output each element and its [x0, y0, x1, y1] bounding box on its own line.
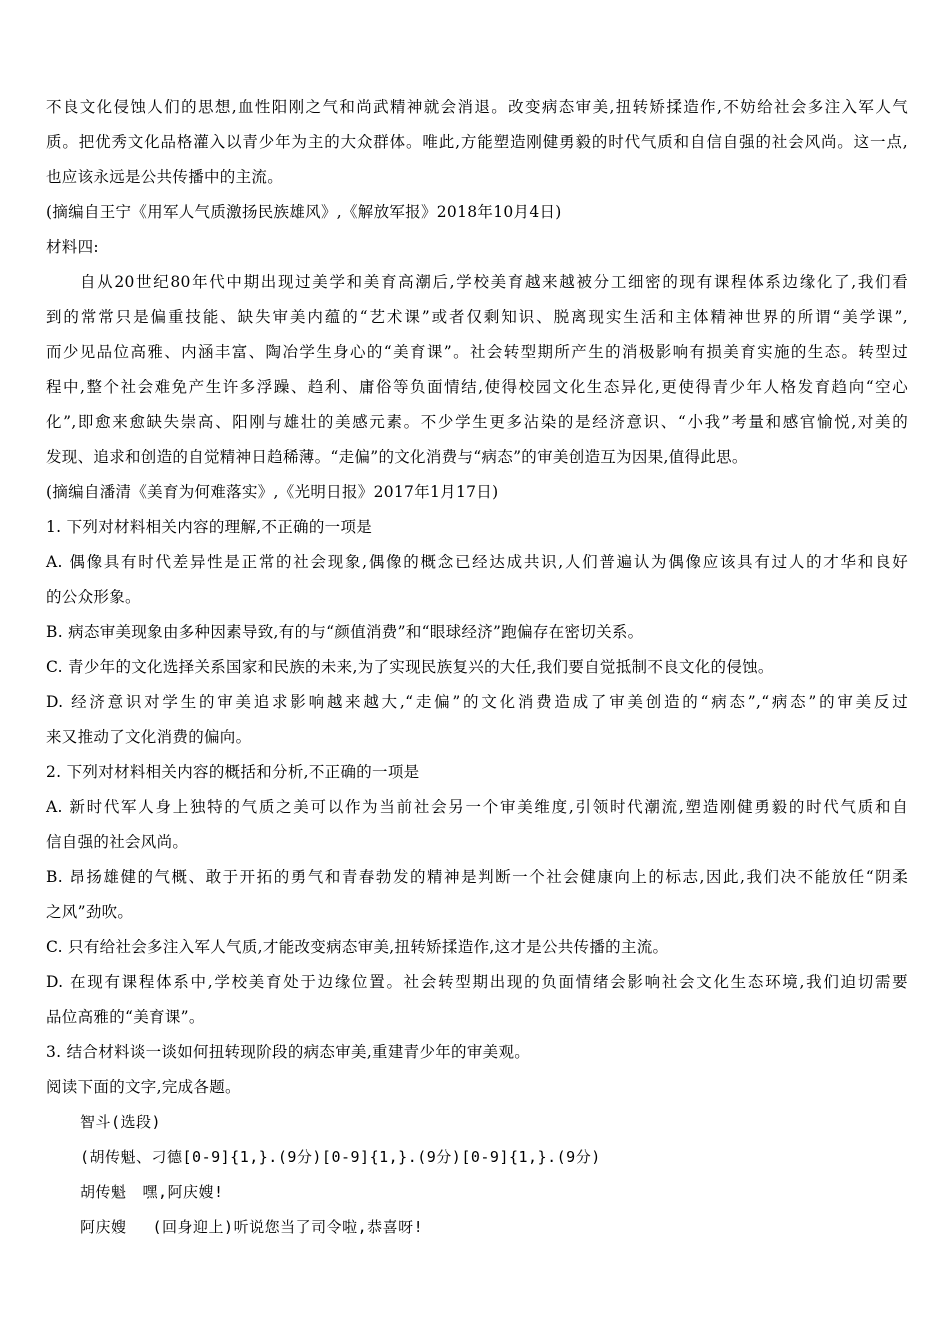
dialogue-text: 嘿,阿庆嫂!	[142, 1183, 224, 1201]
option-d-cont: 来又推动了文化消费的偏向。	[46, 728, 252, 746]
option-a-cont: 的公众形象。	[46, 588, 141, 606]
paragraph-line: 自从20世纪80年代中期出现过美学和美育高潮后,学校美育越来越被分工细密的现有课程体系边缘化了,我们看	[80, 273, 908, 291]
question-stem: 2. 下列对材料相关内容的概括和分析,不正确的一项是	[46, 763, 420, 781]
option-a: A. 偶像具有时代差异性是正常的社会现象,偶像的概念已经达成共识,人们普遍认为偶像应该具有过人的才华和良好	[46, 553, 908, 571]
paragraph-line: 程中,整个社会难免产生许多浮躁、趋利、庸俗等负面情结,使得校园文化生态异化,更使得青少年人格发育趋向“空心	[46, 378, 908, 396]
speaker-name: 胡传魁	[80, 1183, 127, 1201]
option-c: C. 青少年的文化选择关系国家和民族的未来,为了实现民族复兴的大任,我们要自觉抵制不良文化的侵蚀。	[46, 658, 774, 676]
stage-direction: (胡传魁、刁德[0-9]{1,}.(9分)[0-9]{1,}.(9分)[0-9]{1,}.(9分)	[80, 1148, 601, 1166]
option-b: B. 病态审美现象由多种因素导致,有的与“颜值消费”和“眼球经济”跑偏存在密切关系。	[46, 623, 644, 641]
dialogue-text: (回身迎上)听说您当了司令啦,恭喜呀!	[152, 1218, 424, 1236]
option-a-cont: 信自强的社会风尚。	[46, 833, 189, 851]
paragraph-line: 化”,即愈来愈缺失崇高、阳刚与雄壮的美感元素。不少学生更多沾染的是经济意识、“小我”考量和感官愉悦,对美的	[46, 413, 908, 431]
drama-title: 智斗(选段)	[80, 1113, 162, 1131]
option-d: D. 经济意识对学生的审美追求影响越来越大,“走偏”的文化消费造成了审美创造的“病态”,“病态”的审美反过	[46, 693, 908, 711]
option-a: A. 新时代军人身上独特的气质之美可以作为当前社会另一个审美维度,引领时代潮流,塑造刚健勇毅的时代气质和自	[46, 798, 908, 816]
source-citation: (摘编自潘清《美育为何难落实》,《光明日报》2017年1月17日)	[46, 483, 499, 501]
dialogue-line	[80, 1181, 224, 1203]
paragraph-line: 发现、追求和创造的自觉精神日趋稀薄。“走偏”的文化消费与“病态”的审美创造互为因果,值得此思。	[46, 448, 748, 466]
option-d: D. 在现有课程体系中,学校美育处于边缘位置。社会转型期出现的负面情绪会影响社会文化生态环境,我们迫切需要	[46, 973, 908, 991]
paragraph-line: 也应该永远是公共传播中的主流。	[46, 168, 284, 186]
paragraph-line: 而少见品位高雅、内涵丰富、陶冶学生身心的“美育课”。社会转型期所产生的消极影响有损美育实施的生态。转型过	[46, 343, 908, 361]
option-b-cont: 之风”劲吹。	[46, 903, 134, 921]
question-stem: 1. 下列对材料相关内容的理解,不正确的一项是	[46, 518, 373, 536]
option-d-cont: 品位高雅的“美育课”。	[46, 1008, 205, 1026]
source-citation: (摘编自王宁《用军人气质激扬民族雄风》,《解放军报》2018年10月4日)	[46, 203, 562, 221]
reading-instruction: 阅读下面的文字,完成各题。	[46, 1078, 241, 1096]
question-stem: 3. 结合材料谈一谈如何扭转现阶段的病态审美,重建青少年的审美观。	[46, 1043, 531, 1061]
speaker-name: 阿庆嫂	[80, 1218, 127, 1236]
option-b: B. 昂扬雄健的气概、敢于开拓的勇气和青春勃发的精神是判断一个社会健康向上的标志,因此,我们决不能放任“阴柔	[46, 868, 908, 886]
option-c: C. 只有给社会多注入军人气质,才能改变病态审美,扭转矫揉造作,这才是公共传播的主流。	[46, 938, 669, 956]
dialogue-line	[80, 1216, 423, 1238]
paragraph-line: 到的常常只是偏重技能、缺失审美内蕴的“艺术课”或者仅剩知识、脱离现实生活和主体精神世界的所谓“美学课”,	[46, 308, 908, 326]
paragraph-line: 质。把优秀文化品格灌入以青少年为主的大众群体。唯此,方能塑造刚健勇毅的时代气质和自信自强的社会风尚。这一点,	[46, 133, 908, 151]
material-heading: 材料四:	[46, 238, 99, 256]
paragraph-line: 不良文化侵蚀人们的思想,血性阳刚之气和尚武精神就会消退。改变病态审美,扭转矫揉造作,不妨给社会多注入军人气	[46, 98, 908, 116]
